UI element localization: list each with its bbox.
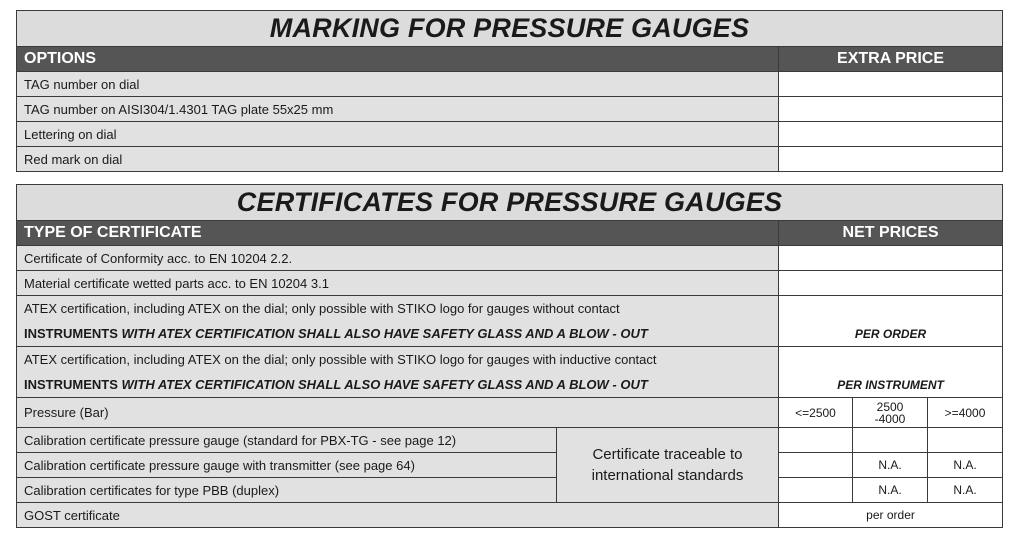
- pressure-range-low: <=2500: [779, 398, 853, 428]
- calibration-standard-label: Calibration certificate pressure gauge (standard for PBX-TG - see page 12): [17, 428, 557, 453]
- pressure-range-high: >=4000: [928, 398, 1003, 428]
- certificates-table: [16, 184, 1003, 528]
- net-price-cell: [779, 246, 1003, 271]
- extra-price-header: EXTRA PRICE: [779, 47, 1003, 72]
- extra-price-cell: [779, 97, 1003, 122]
- per-order-price: PER ORDER: [854, 327, 927, 341]
- gost-certificate-label: GOST certificate: [17, 503, 779, 528]
- extra-price-cell: [779, 72, 1003, 97]
- option-row-label: Red mark on dial: [17, 147, 779, 172]
- not-applicable-cell: N.A.: [928, 453, 1003, 478]
- atex-warning: [24, 321, 778, 346]
- gost-price: per order: [779, 503, 1003, 528]
- not-applicable-cell: N.A.: [928, 478, 1003, 503]
- price-cell: [779, 428, 853, 453]
- atex-warning: [24, 372, 778, 397]
- option-row-label: Lettering on dial: [17, 122, 779, 147]
- atex-warning-text: WITH ATEX CERTIFICATION SHALL ALSO HAVE SAFETY GLASS AND A BLOW - OUT: [121, 377, 648, 392]
- material-certificate-label: Material certificate wetted parts acc. to EN 10204 3.1: [17, 271, 779, 296]
- atex-warning-text: WITH ATEX CERTIFICATION SHALL ALSO HAVE SAFETY GLASS AND A BLOW - OUT: [121, 326, 648, 341]
- calibration-duplex-label: Calibration certificates for type PBB (duplex): [17, 478, 557, 503]
- option-row-label: TAG number on AISI304/1.4301 TAG plate 55x25 mm: [17, 97, 779, 122]
- pressure-range-mid-top: 2500: [876, 399, 904, 414]
- pressure-label: Pressure (Bar): [17, 398, 779, 428]
- options-header: OPTIONS: [17, 47, 779, 72]
- per-instrument-price: PER INSTRUMENT: [837, 378, 944, 392]
- conformity-certificate-label: Certificate of Conformity acc. to EN 10204 2.2.: [17, 246, 779, 271]
- not-applicable-cell: N.A.: [853, 453, 928, 478]
- traceable-note: Certificate traceable to international standards: [557, 428, 779, 503]
- net-prices-header: NET PRICES: [779, 221, 1003, 246]
- certificates-title: CERTIFICATES FOR PRESSURE GAUGES: [17, 185, 1003, 221]
- atex-inductive-contact-label: [17, 347, 779, 398]
- price-cell: [853, 428, 928, 453]
- net-price-cell: [779, 271, 1003, 296]
- marking-title: MARKING FOR PRESSURE GAUGES: [17, 11, 1003, 47]
- price-cell: [779, 453, 853, 478]
- price-cell: [928, 428, 1003, 453]
- atex-warning-bold: INSTRUMENTS: [24, 377, 118, 392]
- certificate-type-header: TYPE OF CERTIFICATE: [17, 221, 779, 246]
- pressure-range-mid: [853, 398, 928, 428]
- calibration-transmitter-label: Calibration certificate pressure gauge with transmitter (see page 64): [17, 453, 557, 478]
- pressure-range-mid-bottom: -4000: [874, 411, 906, 426]
- not-applicable-cell: N.A.: [853, 478, 928, 503]
- atex-without-contact-label: [17, 296, 779, 347]
- atex-description: ATEX certification, including ATEX on the dial; only possible with STIKO logo for gauges with inductive contact: [24, 352, 657, 367]
- option-row-label: TAG number on dial: [17, 72, 779, 97]
- extra-price-cell: [779, 147, 1003, 172]
- extra-price-cell: [779, 122, 1003, 147]
- atex-warning-bold: INSTRUMENTS: [24, 326, 118, 341]
- marking-table: [16, 10, 1003, 172]
- atex-description: ATEX certification, including ATEX on the dial; only possible with STIKO logo for gauges without contact: [24, 301, 620, 316]
- price-cell: [779, 478, 853, 503]
